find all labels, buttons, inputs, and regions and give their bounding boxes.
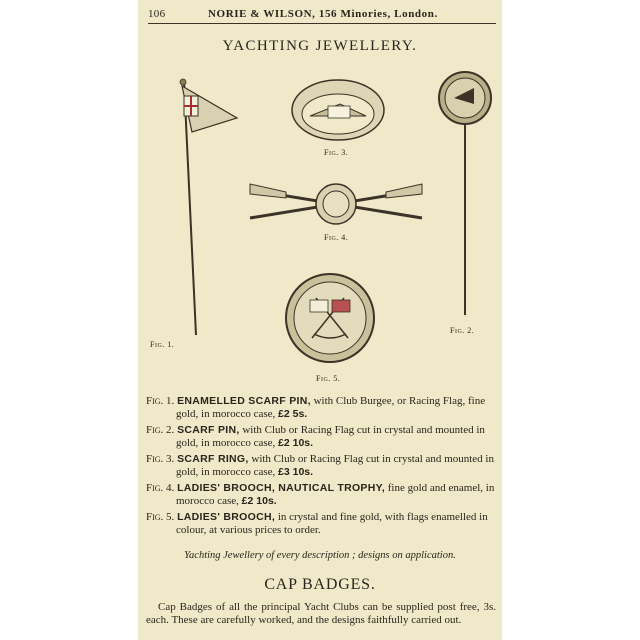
page-number: 106 <box>148 8 166 20</box>
header-rule <box>148 23 496 24</box>
fig-1-label: Fig. 1. <box>150 340 175 349</box>
caption-fig-2: Fig. 2. SCARF PIN, with Club or Racing Flag cut in crystal and mounted in gold, in morocco case, £2 10s. <box>146 424 485 449</box>
cap-badges-paragraph: Cap Badges of all the principal Yacht Clubs can be supplied post free, 3s. each. These are carefully worked, and the designs faithfully carried out. <box>146 601 496 626</box>
fig-3-label: Fig. 3. <box>324 148 349 157</box>
design-note: Yachting Jewellery of every description ; designs on application. <box>184 550 456 561</box>
crystal-scarf-pin-illustration <box>434 70 496 320</box>
page-title: YACHTING JEWELLERY. <box>222 38 418 54</box>
scarf-pin-burgee-illustration <box>152 70 242 345</box>
section-title: CAP BADGES. <box>264 576 376 593</box>
flag-brooch-illustration <box>284 272 376 364</box>
nautical-trophy-brooch-illustration <box>246 176 426 234</box>
catalogue-page <box>138 0 502 640</box>
caption-fig-5: Fig. 5. LADIES' BROOCH, in crystal and fine gold, with flags enamelled in colour, at various prices to order. <box>146 511 488 536</box>
fig-4-label: Fig. 4. <box>324 233 349 242</box>
caption-fig-3: Fig. 3. SCARF RING, with Club or Racing Flag cut in crystal and mounted in gold, in morocco case, £3 10s. <box>146 453 494 478</box>
publisher-line: NORIE & WILSON, 156 Minories, London. <box>208 8 438 20</box>
figure-captions <box>146 395 496 540</box>
caption-fig-4: Fig. 4. LADIES' BROOCH, NAUTICAL TROPHY, fine gold and enamel, in morocco case, £2 10s. <box>146 482 495 507</box>
fig-2-label: Fig. 2. <box>450 326 475 335</box>
caption-fig-1: Fig. 1. ENAMELLED SCARF PIN, with Club Burgee, or Racing Flag, fine gold, in morocco case, £2 5s. <box>146 395 486 420</box>
fig-5-label: Fig. 5. <box>316 374 341 383</box>
scarf-ring-illustration <box>288 74 388 146</box>
